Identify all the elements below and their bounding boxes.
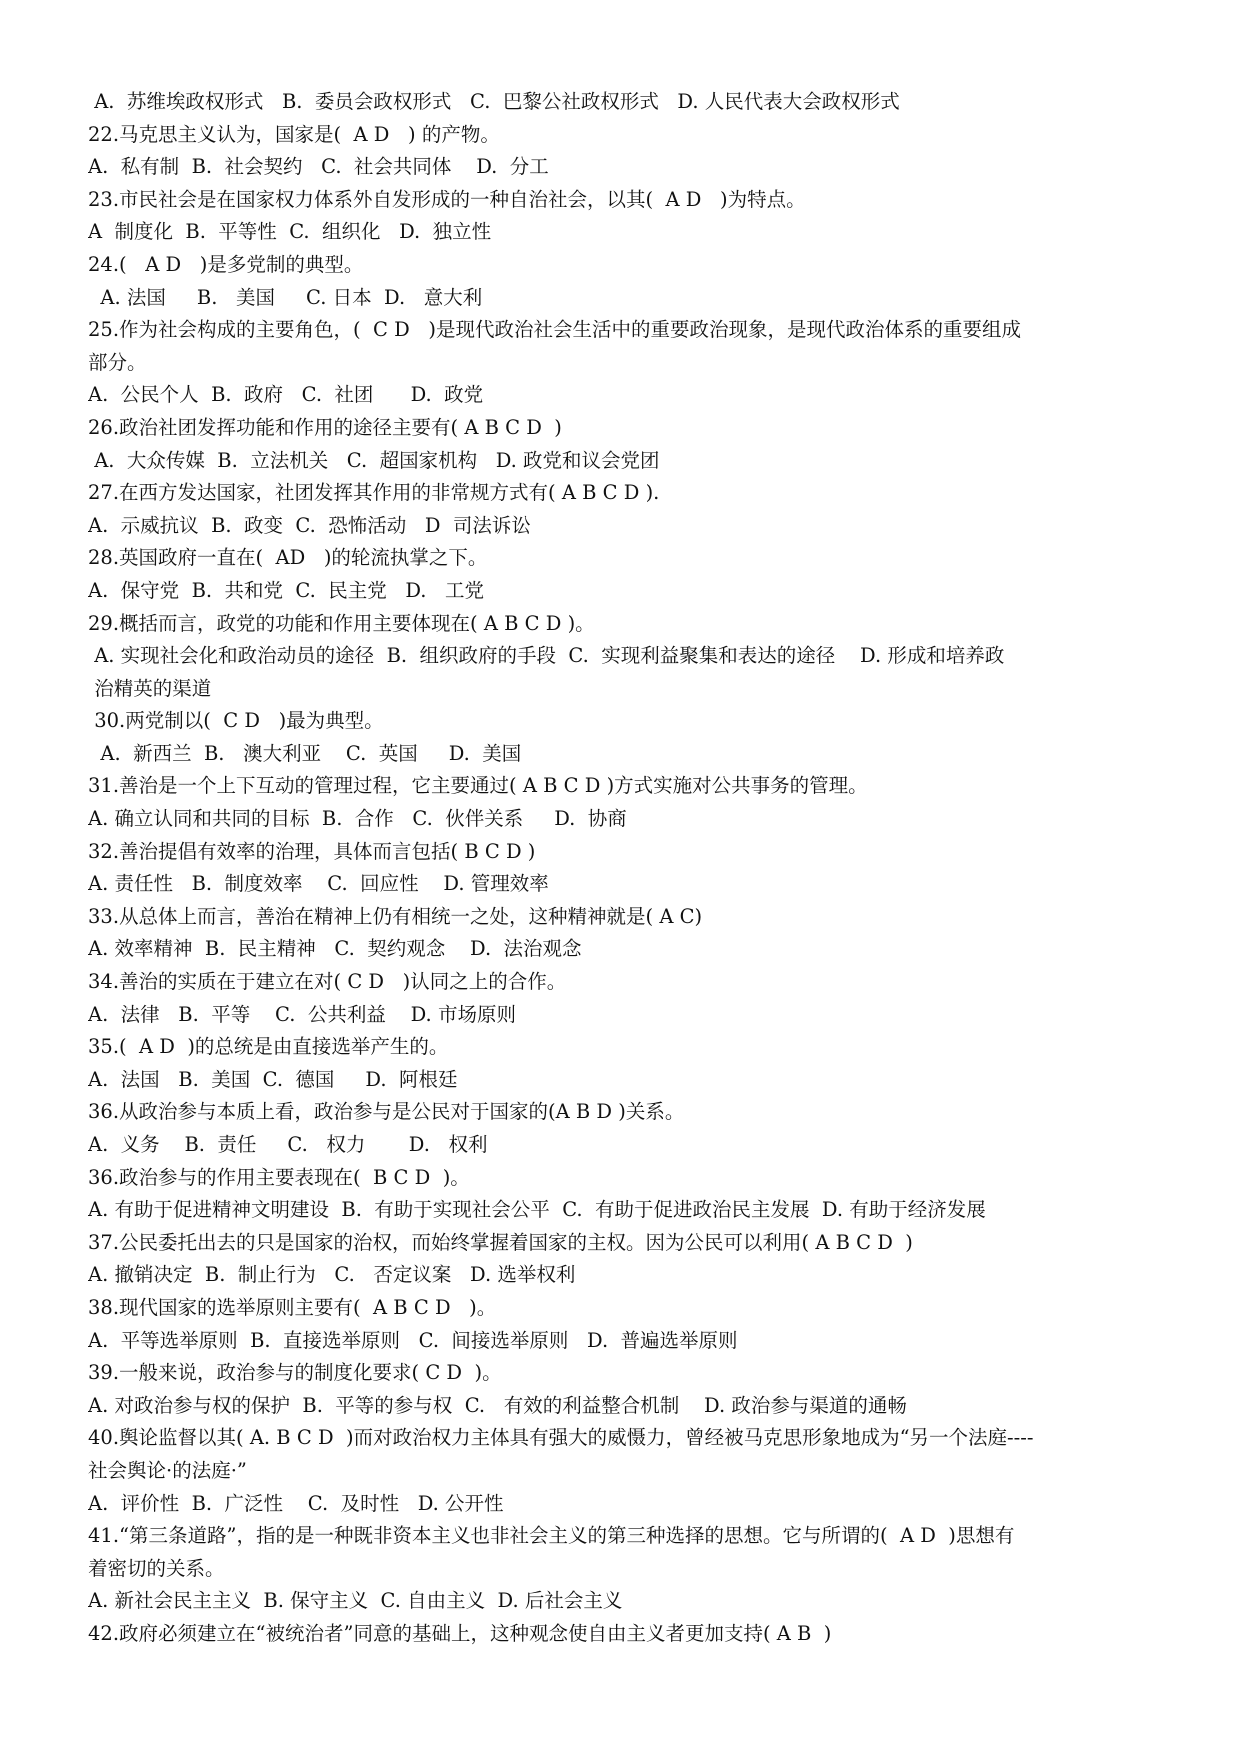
text-line: 36.从政治参与本质上看，政治参与是公民对于国家的(A B D )关系。	[88, 1100, 685, 1124]
text-line: 33.从总体上而言，善治在精神上仍有相统一之处，这种精神就是( A C)	[88, 904, 703, 928]
text-line: 25.作为社会构成的主要角色，( C D )是现代政治社会生活中的重要政治现象，是现代政治体系的重要组成	[88, 318, 1021, 342]
text-line: A. 示威抗议 B. 政变 C. 恐怖活动 D 司法诉讼	[88, 513, 531, 537]
text-line: 37.公民委托出去的只是国家的治权，而始终掌握着国家的主权。因为公民可以利用( A B C D )	[88, 1230, 913, 1254]
text-line: 30.两党制以( C D )最为典型。	[88, 709, 384, 733]
text-line: 22.马克思主义认为，国家是( A D ) 的产物。	[88, 122, 500, 146]
text-line: 27.在西方发达国家，社团发挥其作用的非常规方式有( A B C D ).	[88, 481, 660, 505]
text-line: A. 责任性 B. 制度效率 C. 回应性 D. 管理效率	[88, 872, 549, 896]
text-line: A. 义务 B. 责任 C. 权力 D. 权利	[88, 1133, 488, 1156]
text-line: A 制度化 B. 平等性 C. 组织化 D. 独立性	[88, 220, 492, 244]
text-line: A. 平等选举原则 B. 直接选举原则 C. 间接选举原则 D. 普遍选举原则	[88, 1328, 738, 1352]
text-line: A. 实现社会化和政治动员的途径 B. 组织政府的手段 C. 实现利益聚集和表达的途径 D. 形成和培养政	[88, 644, 1005, 668]
text-line: 32.善治提倡有效率的治理，具体而言包括( B C D )	[88, 839, 536, 863]
text-line: 着密切的关系。	[88, 1556, 225, 1580]
text-line: 40.舆论监督以其( A. B C D )而对政治权力主体具有强大的威慑力，曾经被马克思形象地成为“另一个法庭----	[88, 1426, 1034, 1450]
text-line: 35.( A D )的总统是由直接选举产生的。	[88, 1035, 449, 1059]
text-line: 23.市民社会是在国家权力体系外自发形成的一种自治社会，以其( A D )为特点。	[88, 187, 806, 211]
text-line: A. 大众传媒 B. 立法机关 C. 超国家机构 D. 政党和议会党团	[88, 448, 660, 472]
text-line: 29.概括而言，政党的功能和作用主要体现在( A B C D )。	[88, 611, 595, 635]
text-line: A. 对政治参与权的保护 B. 平等的参与权 C. 有效的利益整合机制 D. 政治参与渠道的通畅	[88, 1393, 907, 1417]
text-line: A. 撤销决定 B. 制止行为 C. 否定议案 D. 选举权利	[88, 1263, 576, 1287]
text-line: A. 私有制 B. 社会契约 C. 社会共同体 D. 分工	[88, 155, 549, 179]
text-line: A. 确立认同和共同的目标 B. 合作 C. 伙伴关系 D. 协商	[88, 807, 627, 831]
text-line: A. 有助于促进精神文明建设 B. 有助于实现社会公平 C. 有助于促进政治民主发展 D. 有助于经济发展	[88, 1198, 986, 1222]
text-line: A. 评价性 B. 广泛性 C. 及时性 D. 公开性	[88, 1491, 504, 1515]
text-line: A. 新社会民主主义 B. 保守主义 C. 自由主义 D. 后社会主义	[88, 1589, 623, 1613]
text-line: 31.善治是一个上下互动的管理过程，它主要通过( A B C D )方式实施对公共事务的管理。	[88, 774, 868, 798]
text-line: 社会舆论·的法庭·”	[88, 1458, 247, 1482]
text-line: A. 公民个人 B. 政府 C. 社团 D. 政党	[88, 383, 484, 407]
text-line: 28.英国政府一直在( AD )的轮流执掌之下。	[88, 546, 488, 570]
text-line: A. 法国 B. 美国 C. 德国 D. 阿根廷	[88, 1067, 458, 1091]
text-line: A. 效率精神 B. 民主精神 C. 契约观念 D. 法治观念	[88, 937, 582, 961]
text-line: 26.政治社团发挥功能和作用的途径主要有( A B C D )	[88, 415, 562, 439]
text-line: 39.一般来说，政治参与的制度化要求( C D )。	[88, 1361, 502, 1385]
text-line: 24.( A D )是多党制的典型。	[88, 252, 364, 276]
text-line: 42.政府必须建立在“被统治者”同意的基础上，这种观念使自由主义者更加支持( A B )	[88, 1621, 832, 1645]
text-line: 治精英的渠道	[88, 676, 212, 700]
text-line: 36.政治参与的作用主要表现在( B C D )。	[88, 1165, 470, 1189]
text-line: A. 法国 B. 美国 C. 日本 D. 意大利	[88, 285, 483, 309]
text-line: A. 新西兰 B. 澳大利亚 C. 英国 D. 美国	[88, 741, 522, 765]
text-line: 41.“第三条道路”，指的是一种既非资本主义也非社会主义的第三种选择的思想。它与所谓的( A D )思想有	[88, 1524, 1015, 1548]
text-line: A. 法律 B. 平等 C. 公共利益 D. 市场原则	[88, 1002, 516, 1026]
text-line: 部分。	[88, 350, 147, 374]
text-line: 34.善治的实质在于建立在对( C D )认同之上的合作。	[88, 970, 567, 994]
text-line: A. 保守党 B. 共和党 C. 民主党 D. 工党	[88, 578, 485, 602]
text-line: A. 苏维埃政权形式 B. 委员会政权形式 C. 巴黎公社政权形式 D. 人民代表大会政权形式	[88, 90, 900, 113]
text-line: 38.现代国家的选举原则主要有( A B C D )。	[88, 1295, 497, 1319]
